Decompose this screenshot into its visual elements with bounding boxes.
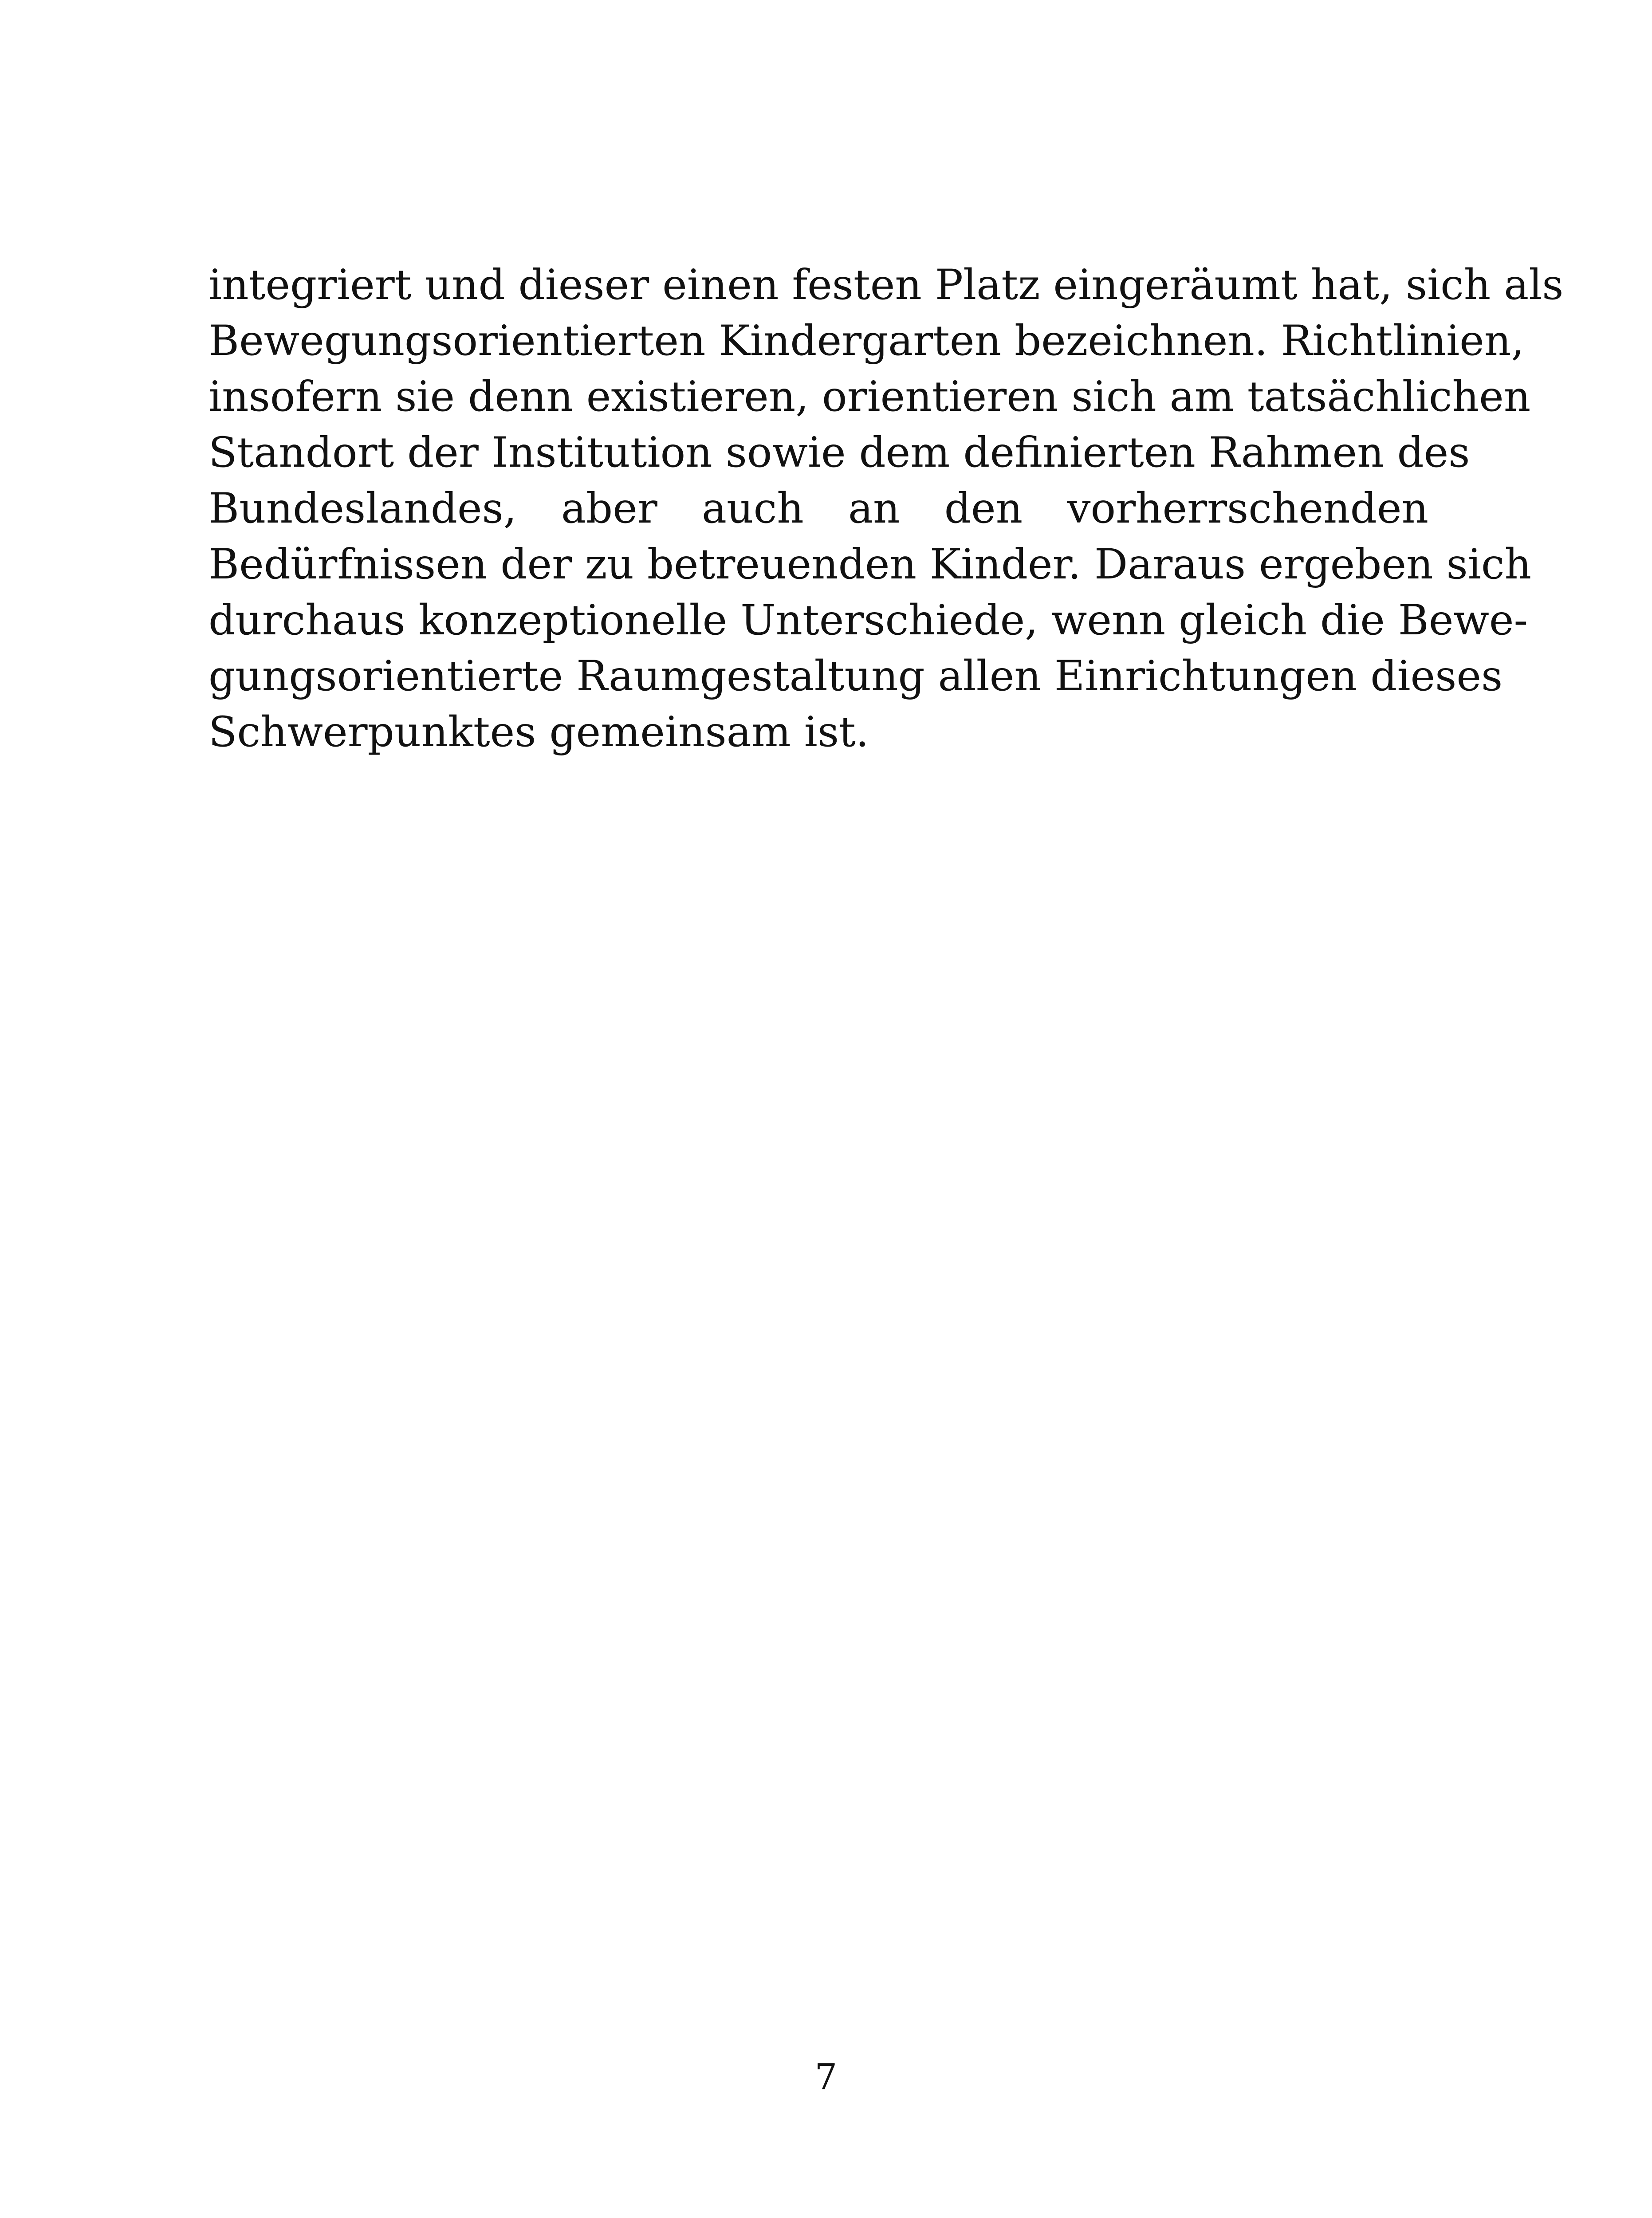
body-paragraph <box>208 257 1564 760</box>
paragraph-line: Schwerpunktes gemeinsam ist. <box>208 708 869 756</box>
page-number: 7 <box>814 2056 838 2097</box>
paragraph-line: durchaus konzeptionelle Unterschiede, wenn gleich die Bewe- <box>208 596 1528 645</box>
paragraph-line: insofern sie denn existieren, orientieren sich am tatsächlichen <box>208 373 1531 421</box>
paragraph-line: gungsorientierte Raumgestaltung allen Einrichtungen dieses <box>208 652 1503 700</box>
paragraph-line: Bundeslandes, aber auch an den vorherrschenden <box>208 484 1428 533</box>
paragraph-line: Bewegungsorientierten Kindergarten bezeichnen. Richtlinien, <box>208 317 1525 365</box>
paragraph-line: integriert und dieser einen festen Platz eingeräumt hat, sich als <box>208 261 1564 309</box>
paragraph-line: Standort der Institution sowie dem definierten Rahmen des <box>208 429 1470 477</box>
paragraph-line: Bedürfnissen der zu betreuenden Kinder. Daraus ergeben sich <box>208 540 1532 589</box>
